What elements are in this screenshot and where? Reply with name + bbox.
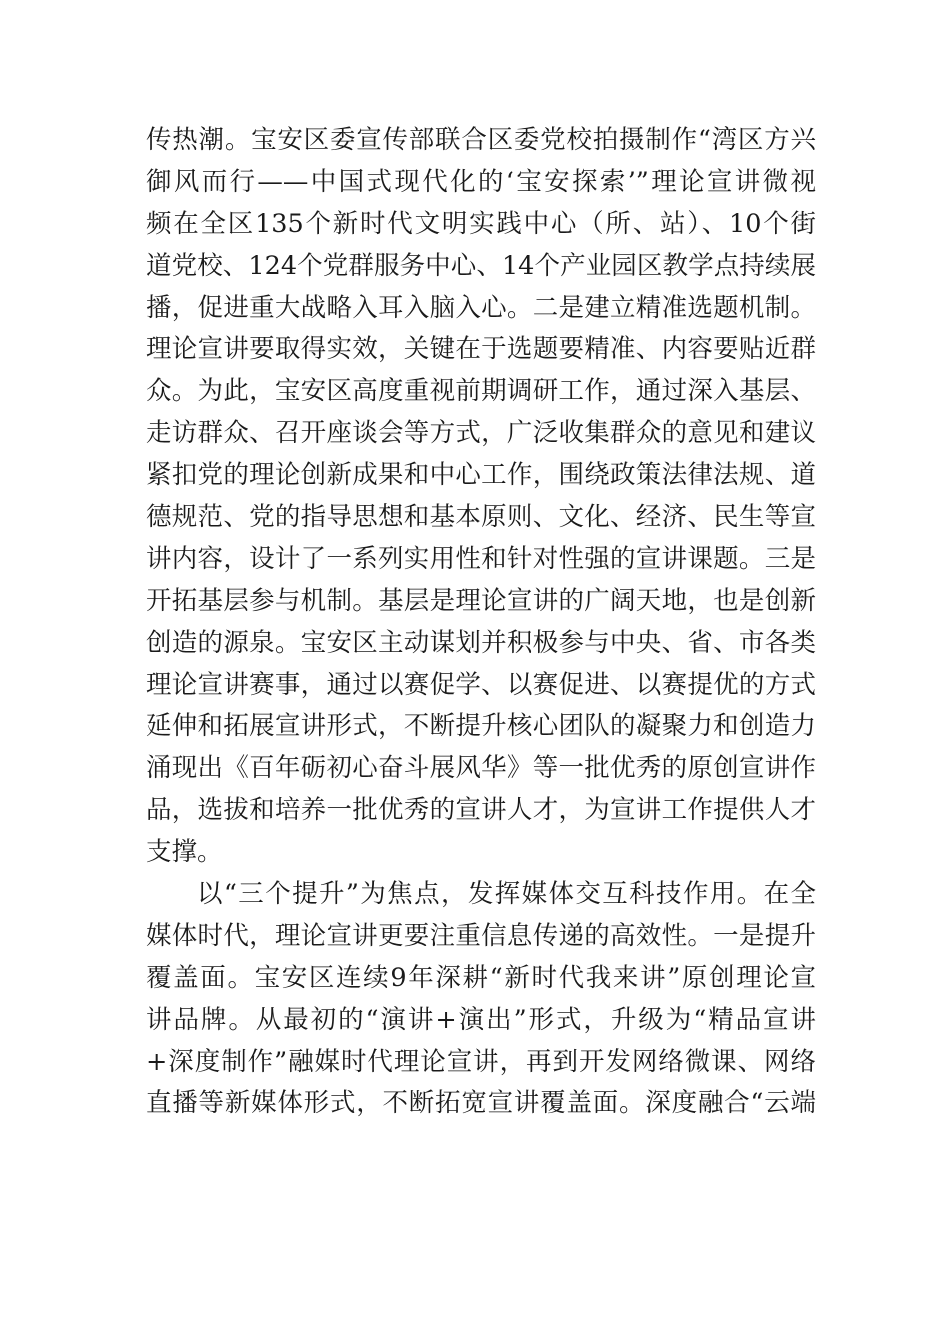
text-line: 走访群众、召开座谈会等方式，广泛收集群众的意见和建议 (146, 418, 816, 449)
paragraph-1 (146, 120, 816, 874)
paragraph-2 (146, 874, 816, 1125)
body-text (146, 120, 816, 1125)
text-line: 理论宣讲赛事，通过以赛促学、以赛促进、以赛提优的方式 (146, 669, 816, 700)
text-line: 播，促进重大战略入耳入脑入心。二是建立精准选题机制。 (146, 292, 816, 323)
text-line: 传热潮。宝安区委宣传部联合区委党校拍摄制作“湾区方兴 (146, 125, 816, 155)
text-line: 以“三个提升”为焦点，发挥媒体交互科技作用。在全 (197, 879, 816, 910)
text-line: 媒体时代，理论宣讲更要注重信息传递的高效性。一是提升 (146, 920, 816, 951)
text-line: 开拓基层参与机制。基层是理论宣讲的广阔天地，也是创新 (146, 585, 816, 616)
text-line: 直播等新媒体形式，不断拓宽宣讲覆盖面。深度融合“云端 (146, 1088, 816, 1119)
text-line: 品，选拔和培养一批优秀的宣讲人才，为宣讲工作提供人才 (146, 795, 816, 826)
text-line: 讲品牌。从最初的“演讲+演出”形式，升级为“精品宣讲 (146, 1004, 816, 1035)
text-line: 道党校、124个党群服务中心、14个产业园区教学点持续展 (146, 250, 816, 281)
text-line: 德规范、党的指导思想和基本原则、文化、经济、民生等宣 (146, 502, 816, 533)
text-line: 频在全区135个新时代文明实践中心（所、站）、10个街 (146, 208, 816, 239)
text-line: 众。为此，宝安区高度重视前期调研工作，通过深入基层、 (146, 376, 816, 407)
text-line: 紧扣党的理论创新成果和中心工作，围绕政策法律法规、道 (146, 460, 816, 491)
text-line: 御风而行——中国式现代化的‘宝安探索’”理论宣讲微视 (146, 166, 816, 197)
text-line: 创造的源泉。宝安区主动谋划并积极参与中央、省、市各类 (146, 627, 816, 658)
text-line: 理论宣讲要取得实效，关键在于选题要精准、内容要贴近群 (146, 334, 816, 365)
text-line: 涌现出《百年砺初心奋斗展风华》等一批优秀的原创宣讲作 (146, 753, 816, 784)
text-line: 讲内容，设计了一系列实用性和针对性强的宣讲课题。三是 (146, 543, 816, 574)
text-line: +深度制作”融媒时代理论宣讲，再到开发网络微课、网络 (146, 1046, 816, 1077)
text-line: 延伸和拓展宣讲形式，不断提升核心团队的凝聚力和创造力 (146, 711, 816, 742)
text-line: 覆盖面。宝安区连续9年深耕“新时代我来讲”原创理论宣 (146, 962, 816, 993)
text-line: 支撑。 (146, 837, 223, 868)
